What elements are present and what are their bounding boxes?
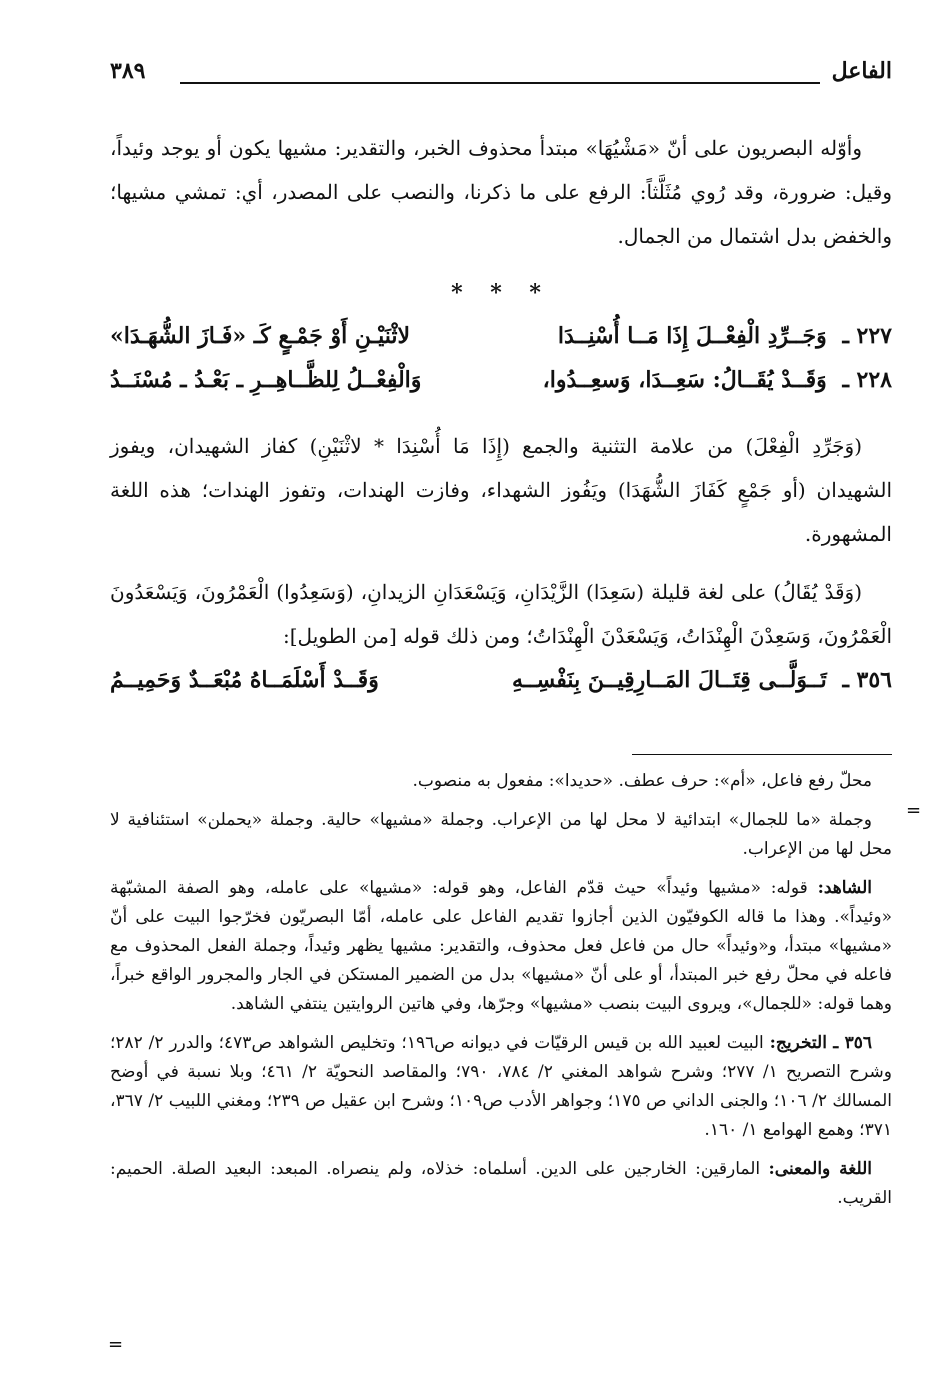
chapter-title: الفاعل (831, 58, 892, 84)
shahid-label: الشاهد: (817, 878, 872, 898)
verse-number: ٢٢٧ ـ (842, 323, 892, 349)
lugha-label: اللغة والمعنى: (768, 1159, 872, 1179)
takhrij-text: البيت لعبيد الله بن قيس الرقيّات في ديوانه ص١٩٦؛ وتخليص الشواهد ص٤٧٣؛ والدرر ٢/ ٢٨٢؛ وشرح التصريح ١/ ٢٧٧؛ وشرح شواهد المغني ٢/ ٧٨٤، ٧٩٠؛ والمقاصد النحويّة ٢/ ٤٦١؛ وبلا نسبة في أوضح المسالك ٢/ ١٠٦؛ والجنى الداني ص ١٧٥؛ وجواهر الأدب ص١٠٩؛ وشرح ابن عقيل ص ٢٣٩؛ ومغني اللبيب ٢/ ٣٦٧، ٣٧١؛ وهمع الهوامع ١/ ١٦٠. (110, 1033, 892, 1140)
book-page (110, 58, 892, 1223)
footnote-shahid (110, 874, 892, 1019)
verse-line-228 (110, 358, 892, 402)
footnote-takhrij (110, 1029, 892, 1145)
continuation-marker-bottom: = (108, 1334, 124, 1355)
shahid-text: قوله: «مشيها وئيداً» حيث قدّم الفاعل، وهو قوله: «مشيها» على عامله، وهو الصفة المشبّهة «وئيداً». وهذا ما قاله الكوفيّون الذين أجازوا تقديم الفاعل على عامله، أمّا البصريّون فخرّجوا البيت على أنّ «مشيها» مبتدأ، و«وئيداً» حال من فاعل فعل محذوف، والتقدير: مشيها يظهر وئيداً، وجملة الفعل المحذوف مع فاعله في محلّ رفع خبر المبتدأ، أو على أنّ «مشيها» بدل من الضمير المستكن في الجار والمجرور الواقع خبراً، وهما قوله: «للجمال»، ويروى البيت بنصب «مشيها» وجرّها، وفي هاتين الروايتين ينتفي الشاهد. (110, 878, 892, 1014)
verse-first-hemistich: وَجَــرِّدِ الْفِعْــلَ إِذَا مَــا أُسْنِــدَا (557, 323, 827, 349)
verse-number: ٢٢٨ ـ (842, 367, 892, 393)
continuation-marker-top: = (906, 800, 922, 821)
footnote-line: محلّ رفع فاعل، «أم»: حرف عطف. «حديدا»: مفعول به منصوب. (412, 771, 872, 791)
paragraph: وأوّله البصريون على أنّ «مَشْيُهَا» مبتدأ محذوف الخبر، والتقدير: مشيها يكون أو يوجد وئيداً، وقيل: ضرورة، وقد رُوي مُثَلَّثاً: الرفع على ما ذكرنا، والنصب على المصدر، أي: تمشي مشيها؛ والخفض بدل اشتمال من الجمال. (110, 136, 892, 248)
quoted-verse-356 (110, 658, 892, 702)
commentary-paragraph: (وَجَرِّدِ الْفِعْلَ) من علامة التثنية والجمع (إِذَا مَا أُسْنِدَا * لاثْنَيْنِ) كفاز الشهيدان، ويفوز الشهيدان (أو جَمْعٍ كَفَازَ الشُّهَدَا) ويَفُوز الشهداء، وفازت الهندات، وتفوز الهندات؛ هذه اللغة المشهورة. (110, 434, 892, 546)
verse-first-hemistich: تَــوَلَّــى قِتَــالَ المَــارِقِيــنَ بِنَفْسِــهِ (511, 667, 827, 693)
commentary-paragraph: (وَقَدْ يُقَالُ) على لغة قليلة (سَعِدَا) الزَّيْدَانِ، وَيَسْعَدَانِ الزيدانِ، (وَسَعِدُوا) الْعَمْرُونَ، وَيَسْعَدُونَ الْعَمْرُونَ، وَسَعِدْنَ الْهِنْدَاتُ، وَيَسْعَدْنَ الْهِنْدَاتُ؛ ومن ذلك قوله [من الطويل]: (110, 580, 892, 648)
page-number: ٣٨٩ (110, 58, 146, 84)
running-header (110, 58, 892, 88)
verse-number: ٣٥٦ ـ (842, 667, 892, 693)
verse-line-227 (110, 314, 892, 358)
main-paragraph (110, 126, 892, 258)
lugha-text: المارقين: الخارجين على الدين. أسلماه: خذلاه، ولم ينصراه. المبعد: البعيد الصلة. الحميم: القريب. (110, 1159, 892, 1208)
section-separator: * * * (451, 280, 551, 306)
header-rule (180, 82, 820, 84)
verse-second-hemistich: وَالْفِعْــلُ لِلظَّــاهِــرِ ـ بَعْـدُ ـ مُسْنَــدُ (110, 367, 422, 393)
commentary (110, 424, 892, 702)
footnote-line: وجملة «ما للجمال» ابتدائية لا محل لها من الإعراب. وجملة «مشيها» حالية. وجملة «يحملن» استئنافية لا محل لها من الإعراب. (110, 810, 892, 859)
verse-first-hemistich: وَقَــدْ يُقَــالُ: سَعِــدَا، وَسعِــدُوا، (542, 367, 827, 393)
verse-second-hemistich: لاثْنَيْـنِ أَوْ جَمْـعٍ كَـ «فَـازَ الشُّهَـدَا» (110, 323, 411, 349)
verse-second-hemistich: وَقَــدْ أَسْلَمَــاهُ مُبْعَــدٌ وَحَمِيــمُ (110, 667, 379, 693)
verse-block (110, 314, 892, 402)
takhrij-label: ٣٥٦ ـ التخريج: (769, 1033, 873, 1053)
footnote-lugha (110, 1155, 892, 1213)
footnotes (110, 767, 892, 1213)
footnote-divider (632, 754, 892, 755)
